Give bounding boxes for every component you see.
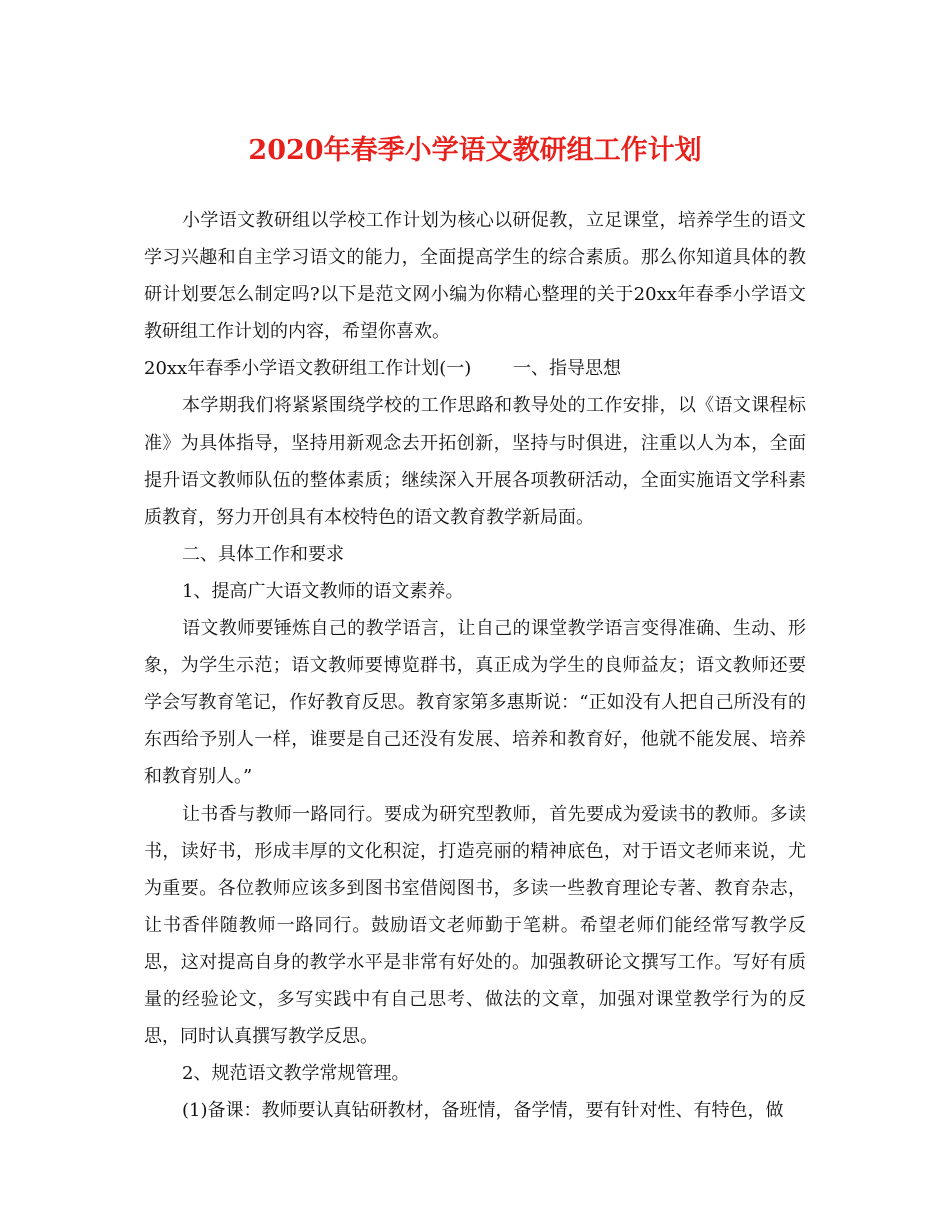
section-heading-specific-work: 二、具体工作和要求 (182, 543, 344, 565)
document-title: 2020年春季小学语文教研组工作计划 (248, 135, 702, 166)
reading-paragraph: 让书香与教师一路同行。要成为研究型教师，首先要成为爱读书的教师。多读书，读好书，形成丰厚的文化积淀，打造亮丽的精神底色，对于语文老师来说，尤为重要。各位教师应该多到图书室借阅图书，多读一些教育理论专著、教育杂志，让书香伴随教师一路同行。鼓励语文老师勤于笔耕。希望老师们能经常写教学反思，这对提高自身的教学水平是非常有好处的。加强教研论文撰写工作。写好有质量的经验论文，多写实践中有自己思考、做法的文章，加强对课堂教学行为的反思，同时认真撰写教学反思。 (144, 803, 806, 1048)
lesson-prep-paragraph: (1)备课：教师要认真钻研教材，备班情，备学情，要有针对性、有特色，做 (182, 1100, 784, 1122)
document-body (144, 202, 806, 1129)
item-heading-2: 2、规范语文教学常规管理。 (182, 1063, 410, 1085)
intro-paragraph: 小学语文教研组以学校工作计划为核心以研促教，立足课堂，培养学生的语文学习兴趣和自主学习语文的能力，全面提高学生的综合素质。那么你知道具体的教研计划要怎么制定吗?以下是范文网小编为你精心整理的关于20xx年春季小学语文教研组工作计划的内容，希望你喜欢。 (144, 210, 806, 343)
item-heading-1: 1、提高广大语文教师的语文素养。 (182, 580, 464, 602)
plan-heading-line: 20xx年春季小学语文教研组工作计划(一) 一、指导思想 (144, 358, 621, 380)
guiding-ideology-paragraph: 本学期我们将紧紧围绕学校的工作思路和教导处的工作安排，以《语文课程标准》为具体指导，坚持用新观念去开拓创新，坚持与时俱进，注重以人为本，全面提升语文教师队伍的整体素质；继续深入开展各项教研活动，全面实施语文学科素质教育，努力开创具有本校特色的语文教育教学新局面。 (144, 395, 806, 528)
teacher-language-paragraph: 语文教师要锤炼自己的教学语言，让自己的课堂教学语言变得准确、生动、形象，为学生示范；语文教师要博览群书，真正成为学生的良师益友；语文教师还要学会写教育笔记，作好教育反思。教育家第多惠斯说：“正如没有人把自己所没有的东西给予别人一样，谁要是自己还没有发展、培养和教育好，他就不能发展、培养和教育别人。” (144, 618, 806, 788)
